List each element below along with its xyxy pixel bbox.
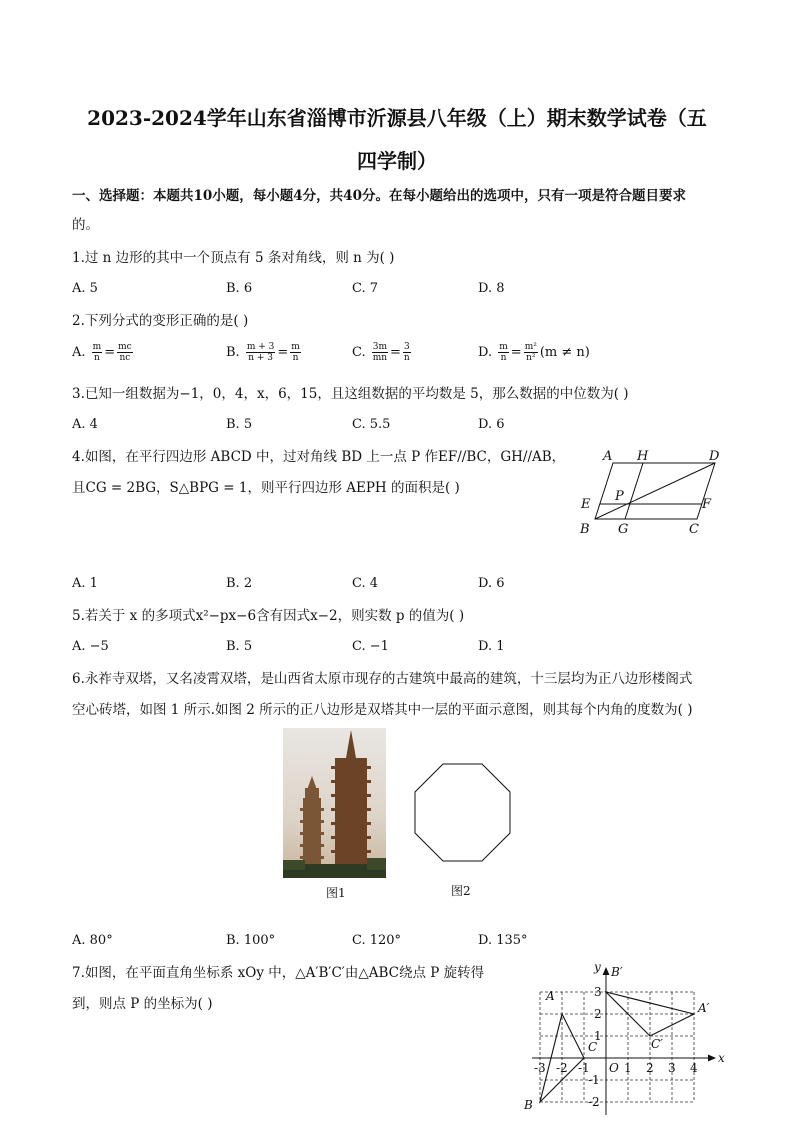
q2-option-b: B. $\frac{m + 3}{n + 3}$ = $\frac{m}{n}$	[226, 342, 300, 363]
label-c: C	[689, 522, 699, 537]
q3-option-a: A. 4	[72, 417, 98, 432]
y-tick-3: 3	[594, 985, 602, 999]
regular-octagon-figure	[410, 761, 515, 866]
x-tick-4: 4	[690, 1061, 698, 1075]
q4-option-c: C. 4	[352, 576, 379, 591]
x-tick--1: -1	[578, 1061, 590, 1075]
twin-pagodas-photo	[283, 728, 386, 878]
q2-option-a: A. $\frac{m}{n}$ = $\frac{mc}{nc}$	[72, 342, 132, 363]
origin-label: O	[609, 1061, 619, 1075]
q4-option-b: B. 2	[226, 576, 253, 591]
section1-instruction-line1: 一、选择题：本题共10小题，每小题4分，共40分。在每小题给出的选项中，只有一项是符合题目要求	[72, 188, 686, 204]
point-a-label: A	[546, 989, 555, 1003]
exam-title-line1: 2023-2024学年山东省淄博市沂源县八年级（上）期末数学试卷（五	[87, 106, 707, 130]
y-tick--2: -2	[588, 1095, 600, 1109]
q1-option-d: D. 8	[478, 281, 505, 296]
q5-option-c: C. −1	[352, 639, 389, 654]
q5-option-d: D. 1	[478, 639, 505, 654]
x-tick--2: -2	[556, 1061, 568, 1075]
exam-title-line2: 四学制）	[357, 149, 437, 173]
y-tick--1: -1	[588, 1073, 600, 1087]
q5-option-a: A. −5	[72, 639, 109, 654]
segment-gh	[625, 463, 643, 519]
q3-option-b: B. 5	[226, 417, 253, 432]
label-g: G	[618, 522, 629, 537]
y-tick-1: 1	[594, 1029, 602, 1043]
q2-option-c: C. $\frac{3m}{mn}$ = $\frac{3}{n}$	[352, 342, 410, 363]
point-b-label: B	[524, 1098, 533, 1112]
coordinate-plane-figure	[520, 955, 730, 1120]
question-2-stem: 2.下列分式的变形正确的是( )	[72, 313, 249, 329]
q6-option-d: D. 135°	[478, 933, 528, 948]
figure-2-caption: 图2	[451, 884, 471, 898]
question-6-stem-line1: 6.永祚寺双塔，又名凌霄双塔，是山西省太原市现存的古建筑中最高的建筑，十三层均为正八边形楼阁式	[72, 671, 693, 687]
point-a-prime-label: A′	[698, 1001, 710, 1015]
y-tick-2: 2	[594, 1007, 602, 1021]
label-b: B	[580, 522, 590, 537]
point-c-prime-label: C′	[651, 1037, 663, 1051]
q6-option-a: A. 80°	[72, 933, 113, 948]
q6-option-c: C. 120°	[352, 933, 402, 948]
point-c-label: C	[588, 1040, 598, 1054]
label-a: A	[603, 449, 613, 464]
q2-option-d: D. $\frac{m}{n}$ = $\frac{\text{m²}}{\text{n²}}$ (m ≠ n)	[478, 342, 590, 363]
q1-option-a: A. 5	[72, 281, 98, 296]
label-h: H	[637, 449, 649, 464]
question-1-stem: 1.过 n 边形的其中一个顶点有 5 条对角线，则 n 为( )	[72, 250, 395, 266]
q4-option-d: D. 6	[478, 576, 505, 591]
question-4-stem-line1: 4.如图，在平行四边形 ABCD 中，过对角线 BD 上一点 P 作EF//BC，GH//AB，	[72, 449, 566, 465]
x-tick-1: 1	[624, 1061, 632, 1075]
question-7-stem-line1: 7.如图，在平面直角坐标系 xOy 中，△A′B′C′由△ABC绕点 P 旋转得	[72, 965, 485, 981]
x-axis-label: x	[718, 1051, 725, 1065]
x-tick-3: 3	[668, 1061, 676, 1075]
y-axis-label: y	[594, 960, 601, 974]
q1-option-c: C. 7	[352, 281, 379, 296]
q5-option-b: B. 5	[226, 639, 253, 654]
question-5-stem: 5.若关于 x 的多项式x²−px−6含有因式x−2，则实数 p 的值为( )	[72, 608, 465, 624]
diagonal-bd	[595, 463, 715, 519]
q3-option-d: D. 6	[478, 417, 505, 432]
section1-instruction-line2: 的。	[72, 217, 99, 233]
question-7-stem-line2: 到，则点 P 的坐标为( )	[72, 996, 213, 1012]
figure-1-caption: 图1	[326, 886, 346, 900]
q3-option-c: C. 5.5	[352, 417, 391, 432]
question-4-stem-line2: 且CG = 2BG，S△BPG = 1，则平行四边形 AEPH 的面积是( )	[72, 480, 460, 496]
point-b-prime-label: B′	[611, 965, 623, 979]
question-3-stem: 3.已知一组数据为−1，0，4，x，6，15，且这组数据的平均数是 5，那么数据的中位数为( )	[72, 386, 629, 402]
parallelogram-figure	[575, 448, 725, 540]
label-e: E	[581, 497, 591, 512]
x-tick--3: -3	[534, 1061, 546, 1075]
label-d: D	[709, 449, 720, 464]
x-tick-2: 2	[646, 1061, 654, 1075]
q4-option-a: A. 1	[72, 576, 98, 591]
label-p: P	[615, 489, 624, 504]
q6-option-b: B. 100°	[226, 933, 276, 948]
label-f: F	[702, 497, 712, 512]
question-6-stem-line2: 空心砖塔，如图 1 所示.如图 2 所示的正八边形是双塔其中一层的平面示意图，则其每个内角的度数为( )	[72, 702, 693, 718]
q1-option-b: B. 6	[226, 281, 253, 296]
